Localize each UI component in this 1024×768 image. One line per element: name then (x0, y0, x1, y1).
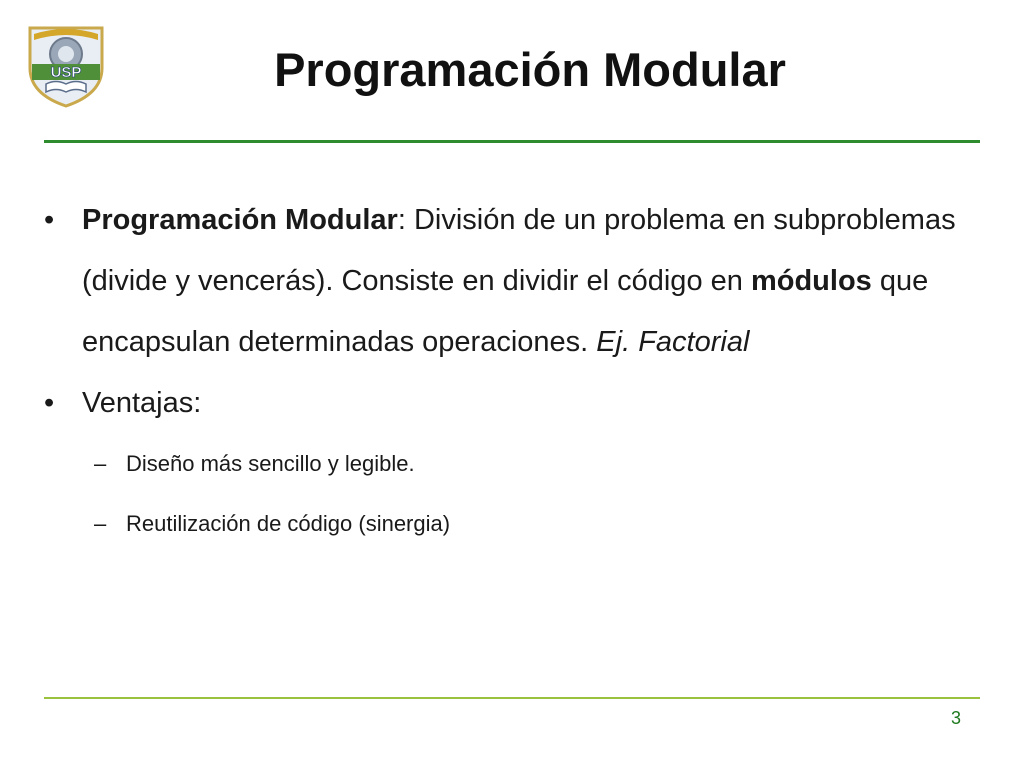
definition-term: Programación Modular (82, 204, 398, 236)
definition-text-1: : División de un problema en subproblemas (divide y vencerás). Consiste en dividir el código en (82, 204, 956, 297)
bullet-icon: • (44, 387, 55, 419)
logo-text: USP (50, 64, 82, 81)
slide-content (44, 190, 964, 554)
definition-text-2: que encapsulan determinadas operaciones. (82, 265, 929, 358)
dash-icon: – (94, 451, 107, 476)
sub-item (44, 494, 964, 554)
definition-example: Ej. Factorial (596, 326, 750, 358)
advantages-heading: Ventajas: (82, 387, 202, 419)
slide-title: Programación Modular (274, 43, 786, 96)
footer-divider (44, 697, 980, 699)
bullet-item-definition (44, 190, 964, 373)
page-number: 3 (951, 708, 962, 728)
sub-item-text: Diseño más sencillo y legible. (126, 451, 415, 476)
dash-icon: – (94, 511, 107, 536)
bullet-icon: • (44, 204, 55, 236)
sub-item-text: Reutilización de código (sinergia) (126, 511, 451, 536)
definition-bold-term: módulos (750, 265, 872, 297)
bullet-item-advantages (44, 373, 964, 434)
title-divider (44, 140, 980, 143)
sub-item (44, 434, 964, 494)
